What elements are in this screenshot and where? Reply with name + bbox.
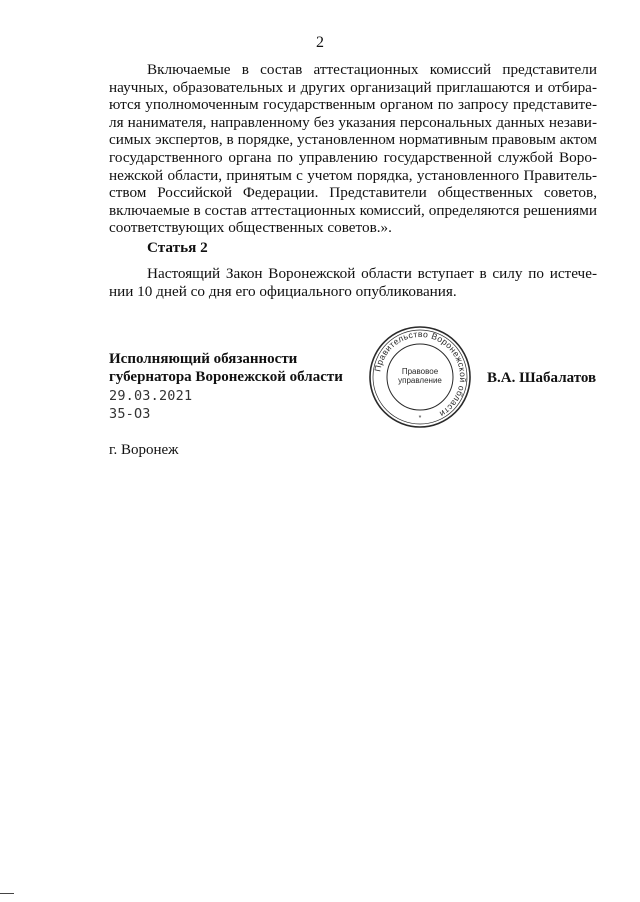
signatory-position-line-2: губернатора Воронежской области xyxy=(109,369,343,385)
registration-number: 35-ОЗ xyxy=(109,406,151,422)
city-name: г. Воронеж xyxy=(109,442,179,458)
paragraph-commission-representatives: Включаемые в состав аттестационных комиссий представители научных, образовательных и других организаций приглашаются и отбираются уполномоченным государственным органом по запросу представителя нанимателя, направленному без указания персональных данных независимых экспертов, в порядке, установленном нормативным правовым актом государственного органа по управлению государственной службой Воронежской области, принятым с учетом порядка, установленного Правительством Российской Федерации. Представители общественных советов, включаемые в состав аттестационных комиссий, определяются решениями соответствующих общественных советов.». xyxy=(109,61,597,237)
footer-margin-mark xyxy=(0,893,14,894)
article-heading: Статья 2 xyxy=(147,239,208,256)
seal-star-icon: * xyxy=(418,415,422,422)
page-number: 2 xyxy=(316,34,324,51)
seal-inner-text-line-2: управление xyxy=(398,376,442,385)
signatory-position-line-1: Исполняющий обязанности xyxy=(109,351,298,367)
signatory-position xyxy=(109,350,343,386)
seal-outer-text: Правительство Воронежской области xyxy=(372,328,469,420)
official-seal-stamp xyxy=(368,325,472,429)
registration-date: 29.03.2021 xyxy=(109,388,193,404)
paragraph-entry-into-force: Настоящий Закон Воронежской области вступает в силу по истечении 10 дней со дня его официального опубликования. xyxy=(109,265,597,300)
seal-inner-text-line-1: Правовое xyxy=(401,367,439,376)
signatory-name: В.А. Шабалатов xyxy=(487,370,597,386)
